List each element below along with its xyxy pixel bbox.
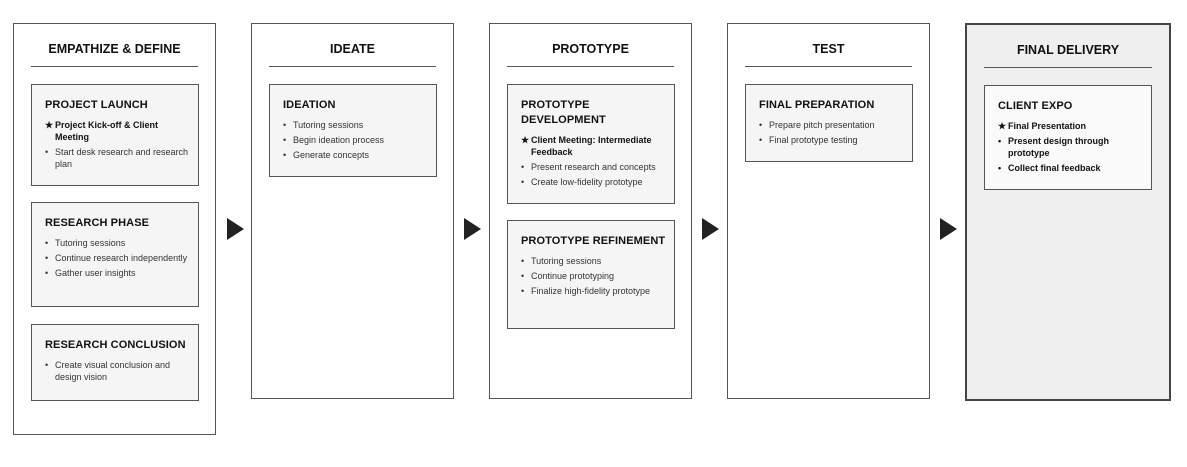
bullet-icon: • <box>759 135 763 145</box>
bullet-icon: • <box>521 256 525 266</box>
card-title: FINAL PREPARATION <box>759 99 875 111</box>
flow-arrow-icon <box>464 218 481 240</box>
item-list <box>521 255 666 297</box>
item-text: Finalize high-fidelity prototype <box>531 286 651 296</box>
bullet-icon: • <box>521 286 525 296</box>
stage-card-prototype-refinement <box>507 220 675 329</box>
item-text: Tutoring sessions <box>55 238 126 248</box>
list-item <box>521 270 666 282</box>
item-text: Gather user insights <box>55 268 136 278</box>
bullet-icon: • <box>998 163 1002 173</box>
phase-title: TEST <box>745 42 912 67</box>
item-list <box>998 120 1143 174</box>
list-item <box>283 119 428 131</box>
card-title: CLIENT EXPO <box>998 100 1073 112</box>
item-text: Collect final feedback <box>1008 163 1101 173</box>
list-item <box>998 135 1143 159</box>
list-item <box>521 285 666 297</box>
bullet-icon: • <box>45 268 49 278</box>
phase-column-empathize-define <box>13 23 216 435</box>
item-text: Final Presentation <box>1008 121 1087 131</box>
star-icon: ★ <box>521 135 530 145</box>
list-item <box>45 267 190 279</box>
phase-title: PROTOTYPE <box>507 42 674 67</box>
stage-card-research-conclusion <box>31 324 199 401</box>
bullet-icon: • <box>521 271 525 281</box>
phase-title: EMPATHIZE & DEFINE <box>31 42 198 67</box>
bullet-icon: • <box>283 150 287 160</box>
list-item <box>283 134 428 146</box>
stage-card-ideation <box>269 84 437 177</box>
milestone-item <box>998 120 1143 132</box>
stage-card-final-preparation <box>745 84 913 162</box>
item-list <box>283 119 428 161</box>
card-title: PROJECT LAUNCH <box>45 99 148 111</box>
phase-column-ideate <box>251 23 454 399</box>
item-text: Present research and concepts <box>531 162 656 172</box>
bullet-icon: • <box>521 162 525 172</box>
item-text: Start desk research and research plan <box>55 147 189 169</box>
phase-title: IDEATE <box>269 42 436 67</box>
item-list <box>45 359 190 383</box>
milestone-item <box>521 134 666 158</box>
item-text: Project Kick-off & Client Meeting <box>55 120 159 142</box>
bullet-icon: • <box>283 120 287 130</box>
item-text: Create low-fidelity prototype <box>531 177 643 187</box>
list-item <box>283 149 428 161</box>
item-list <box>521 134 666 188</box>
card-title: PROTOTYPE REFINEMENT <box>521 235 666 247</box>
flow-arrow-icon <box>940 218 957 240</box>
list-item <box>45 146 190 170</box>
flow-arrow-icon <box>227 218 244 240</box>
item-text: Prepare pitch presentation <box>769 120 875 130</box>
item-text: Continue prototyping <box>531 271 615 281</box>
phase-column-prototype <box>489 23 692 399</box>
bullet-icon: • <box>759 120 763 130</box>
list-item <box>521 161 666 173</box>
list-item <box>521 255 666 267</box>
bullet-icon: • <box>998 136 1002 146</box>
list-item <box>45 237 190 249</box>
card-title: RESEARCH CONCLUSION <box>45 339 186 351</box>
phase-column-final-delivery <box>965 23 1171 401</box>
list-item <box>998 162 1143 174</box>
stage-card-project-launch <box>31 84 199 186</box>
star-icon: ★ <box>998 121 1007 131</box>
item-list <box>45 119 190 170</box>
item-list <box>759 119 904 146</box>
list-item <box>45 252 190 264</box>
bullet-icon: • <box>45 253 49 263</box>
bullet-icon: • <box>45 360 49 370</box>
stage-card-client-expo <box>984 85 1152 190</box>
item-text: Tutoring sessions <box>531 256 602 266</box>
item-text: Continue research independently <box>55 253 188 263</box>
bullet-icon: • <box>45 147 49 157</box>
item-text: Present design through prototype <box>1008 136 1110 158</box>
bullet-icon: • <box>521 177 525 187</box>
milestone-item <box>45 119 190 143</box>
item-text: Create visual conclusion and design vision <box>55 360 171 382</box>
list-item <box>45 359 190 383</box>
list-item <box>759 134 904 146</box>
card-title: IDEATION <box>283 99 336 111</box>
item-list <box>45 237 190 279</box>
item-text: Client Meeting: Intermediate Feedback <box>531 135 652 157</box>
phase-title: FINAL DELIVERY <box>984 43 1152 68</box>
item-text: Begin ideation process <box>293 135 385 145</box>
list-item <box>521 176 666 188</box>
bullet-icon: • <box>45 238 49 248</box>
item-text: Tutoring sessions <box>293 120 364 130</box>
item-text: Generate concepts <box>293 150 370 160</box>
item-text: Final prototype testing <box>769 135 858 145</box>
stage-card-research-phase <box>31 202 199 307</box>
card-title: RESEARCH PHASE <box>45 217 150 229</box>
list-item <box>759 119 904 131</box>
flow-arrow-icon <box>702 218 719 240</box>
stage-card-prototype-development <box>507 84 675 204</box>
phase-column-test <box>727 23 930 399</box>
card-title: PROTOTYPE DEVELOPMENT <box>521 99 606 126</box>
bullet-icon: • <box>283 135 287 145</box>
star-icon: ★ <box>45 120 54 130</box>
